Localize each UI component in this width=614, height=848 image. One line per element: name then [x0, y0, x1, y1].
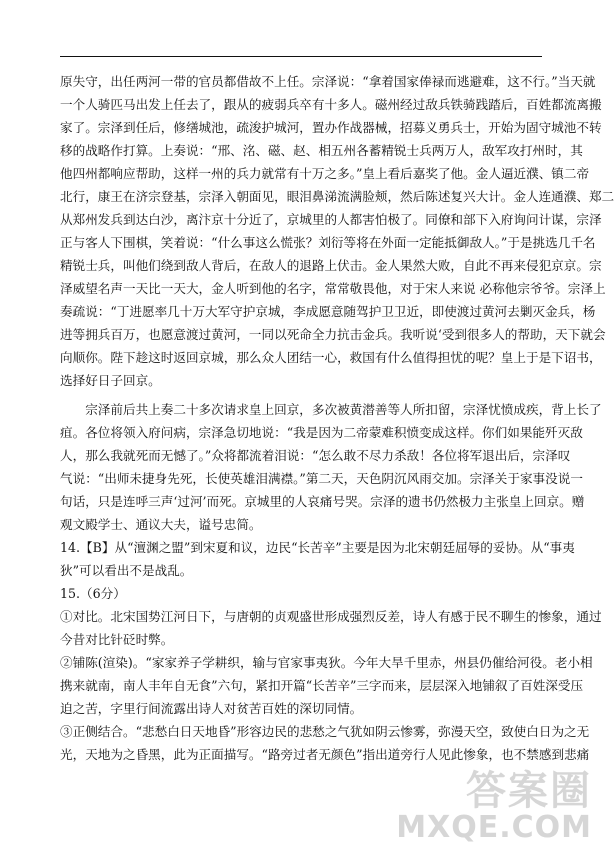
text-line: 泽威望名声一天比一天大，金人听到他的名字，常常敬畏他，对于宋人来说 必称他宗爷爷。宗泽上 [60, 281, 606, 296]
watermark-logo: 答案圈 [466, 768, 592, 814]
text-line: 从郑州发兵到达白沙，离汴京十分近了，京城里的人都害怕极了。同僚和部下入府询问计谋，宗泽 [60, 212, 602, 227]
watermark [396, 770, 592, 844]
text-line: 句话，只是连呼三声‘过河’而死。京城里的人哀痛号哭。宗泽的遗书仍然极力主张皇上回京。赠 [60, 494, 585, 509]
text-line: 正与客人下围棋，笑着说：“什么事这么慌张？刘衍等将在外面一定能抵御敌人。”于是挑选几千名 [60, 235, 596, 250]
text-line: 家了。宗泽到任后，修缮城池，疏浚护城河，置办作战器械，招募义勇兵士，开始为固守城池不转 [60, 120, 602, 135]
text-line: 精锐士兵，叫他们绕到敌人背后，在敌人的退路上伏击。金人果然大败，自此不再来侵犯京京。宗 [60, 258, 602, 273]
text-line: 光，天地为之昏黑，此为正面描写。“路旁过者无颜色”指出道旁行人见此惨象，也不禁感到悲痛 [60, 747, 590, 762]
text-line: ②铺陈(渲染)。“家家养子学耕织，输与官家事夷狄。今年大旱千里赤，州县仍催给河役。老小相 [60, 655, 593, 670]
text-line: 狄”可以看出不是战乱。 [60, 563, 193, 578]
text-line: 奏疏说：“丁进愿率几十万大军守护京城，李成愿意随驾护卫卫近，即使渡过黄河去剿灭金兵，杨 [60, 304, 596, 319]
text-line: ③正侧结合。“悲愁白日天地昏”形容边民的悲愁之气犹如阴云惨雾，弥漫天空，致使白日为之无 [60, 724, 590, 739]
text-line: 他四州都响应帮助，这样一州的兵力就常有十万之多。”皇上看后嘉奖了他。金人逼近濮、镇二帝 [60, 166, 590, 181]
text-line: 人，那么我就死而无憾了。”众将都流着泪说：“怎么敢不尽力杀敌！各位将军退出后，宗泽叹 [60, 448, 571, 463]
text-line: 今昔对比针砭时弊。 [60, 632, 174, 647]
text-line: 疽。各位将领入府问病，宗泽急切地说：“我是因为二帝蒙难积愤变成这样。你们如果能歼灭敌 [60, 425, 583, 440]
translation-paragraph-1 [60, 70, 614, 392]
watermark-url: MXQE.COM [396, 810, 592, 845]
text-line: 进等拥兵百万，也愿意渡过黄河，一同以死命全力抗击金兵。我听说‘受到很多人的帮助，天下就会 [60, 327, 606, 342]
answer-heading: 15.（6分） [60, 586, 126, 601]
text-line: 原失守，出任两河一带的官员都借故不上任。宗泽说：“拿着国家俸禄而逃避难，这不行。”当天就 [60, 74, 596, 89]
answer-14 [60, 536, 575, 582]
text-line: 气说：“出师未捷身先死，长使英雄泪满襟。”第二天，天色阴沉风雨交加。宗泽关于家事没说一 [60, 471, 583, 486]
text-line: 选择好日子回京。 [60, 373, 161, 388]
text-line: 宗泽前后共上奏二十多次请求皇上回京，多次被黄潜善等人所扣留，宗泽忧愤成疾，背上长了 [85, 402, 602, 417]
translation-paragraph-2 [60, 398, 602, 536]
text-line: 向顺你。陛下趁这时返回京城，那么众人团结一心，救国有什么值得担忧的呢？皇上于是下诏书， [60, 350, 602, 365]
text-line: 移的战略作打算。上奏说：“邢、洺、磁、赵、相五州各蓄精锐士兵两万人，敌军攻打州时，其 [60, 143, 583, 158]
text-line: 迫之苦，字里行间流露出诗人对贫苦百姓的深切同情。 [60, 701, 363, 716]
text-line: 观文殿学士、通议大夫，谥号忠简。 [60, 517, 262, 532]
text-line: ①对比。北宋国势江河日下，与唐朝的贞观盛世形成强烈反差，诗人有感于民不聊生的惨象，通过 [60, 609, 602, 624]
answer-15 [60, 582, 602, 766]
text-line: 一个人骑匹马出发上任去了，跟从的疲弱兵卒有十多人。磁州经过敌兵铁骑践踏后，百姓都流离搬 [60, 97, 602, 112]
text-line: 北行，康王在济宗登基，宗泽入朝面见，眼泪鼻涕流满脸颊，然后陈述复兴大计。金人连通濮、郑二 [60, 189, 614, 204]
text-line: 14.【B】从“澶渊之盟”到宋夏和议，边民“长苦辛”主要是因为北宋朝廷屈辱的妥协。从“事夷 [60, 540, 575, 555]
header-rule [60, 56, 542, 57]
document-body [60, 70, 614, 766]
text-line: 携来就南，南人丰年自无食”六句，紧扣开篇“长苦辛”三字而来，层层深入地铺叙了百姓深受压 [60, 678, 584, 693]
